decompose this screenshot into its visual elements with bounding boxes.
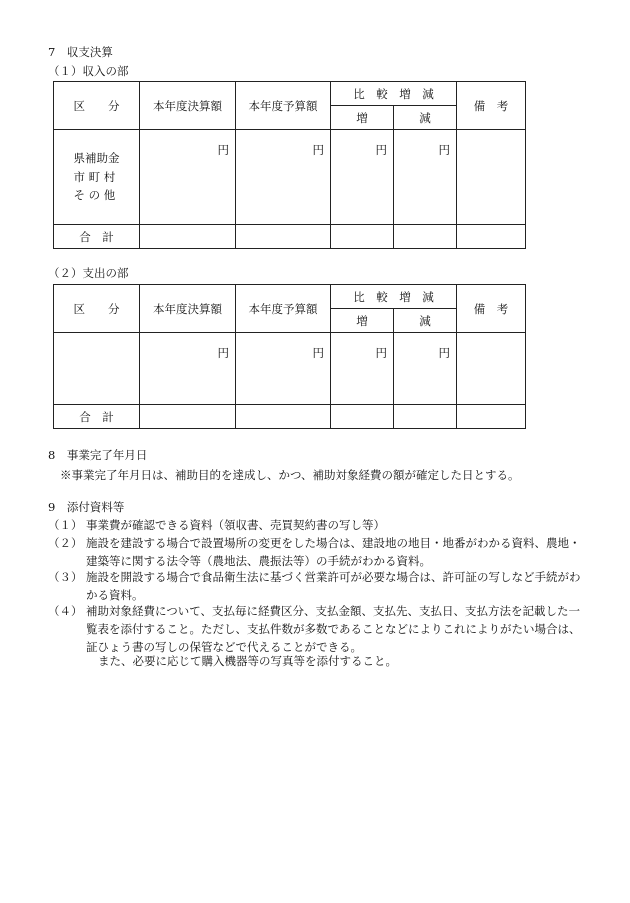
expense-biko-cell: [457, 333, 526, 405]
expense-items-cell: [54, 333, 140, 405]
expense-total-biko: [457, 405, 526, 429]
attachment-num-1: （１）: [48, 518, 83, 532]
income-total-biko: [457, 225, 526, 249]
section-7-title: 7 収支決算: [48, 45, 113, 59]
income-biko-cell: [457, 130, 526, 225]
section-8-note: ※事業完了年月日は、補助目的を達成し、かつ、補助対象経費の額が確定した日とする。: [60, 468, 520, 482]
expense-yosan-unit: 円: [236, 333, 331, 405]
income-total-label: 合 計: [54, 225, 140, 249]
attachment-text-1: 事業費が確認できる資料（領収書、売買契約書の写し等）: [86, 518, 385, 532]
expense-total-label: 合 計: [54, 405, 140, 429]
income-item-other: そ の 他: [73, 188, 116, 203]
income-table: [53, 81, 526, 249]
attachment-text-3: 施設を開設する場合で食品衛生法に基づく営業許可が必要な場合は、許可証の写しなど手続がわかる資料。: [86, 570, 581, 602]
expense-zo-unit: 円: [331, 333, 394, 405]
expense-header-hikaku: 比 較 増 減: [331, 285, 457, 309]
income-total-gen: [394, 225, 457, 249]
income-total-zo: [331, 225, 394, 249]
expense-total-gen: [394, 405, 457, 429]
income-header-zo: 増: [331, 106, 394, 130]
expense-table: [53, 284, 526, 429]
expense-header-biko: 備 考: [457, 285, 526, 333]
expense-kessan-unit: 円: [140, 333, 236, 405]
expense-total-kessan: [140, 405, 236, 429]
income-header-yosan: 本年度予算額: [236, 82, 331, 130]
expense-header-kessan: 本年度決算額: [140, 285, 236, 333]
section-8-title: 8 事業完了年月日: [48, 448, 148, 462]
income-header-kubun: 区 分: [54, 82, 140, 130]
income-items-cell: [54, 130, 140, 225]
expense-total-yosan: [236, 405, 331, 429]
expense-header-zo: 増: [331, 309, 394, 333]
expense-header-yosan: 本年度予算額: [236, 285, 331, 333]
attachment-num-3: （３）: [48, 570, 83, 584]
expense-header-gen: 減: [394, 309, 457, 333]
expense-total-zo: [331, 405, 394, 429]
income-header-biko: 備 考: [457, 82, 526, 130]
attachment-num-2: （２）: [48, 536, 83, 550]
expense-header-kubun: 区 分: [54, 285, 140, 333]
income-item-prefecture: 県補助金: [73, 150, 120, 165]
expense-gen-unit: 円: [394, 333, 457, 405]
attachment-extra: また、必要に応じて購入機器等の写真等を添付すること。: [98, 654, 397, 668]
income-title: （１）収入の部: [48, 64, 129, 78]
income-item-municipality: 市 町 村: [73, 169, 116, 184]
income-kessan-unit: 円: [140, 130, 236, 225]
income-header-kessan: 本年度決算額: [140, 82, 236, 130]
income-zo-unit: 円: [331, 130, 394, 225]
attachment-num-4: （４）: [48, 604, 83, 618]
section-9-title: 9 添付資料等: [48, 500, 125, 514]
expense-title: （２）支出の部: [48, 266, 129, 280]
attachment-text-4: 補助対象経費について、支払毎に経費区分、支払金額、支払先、支払日、支払方法を記載した一覧表を添付すること。ただし、支払件数が多数であることなどによりこれによりがたい場合は、証ひょう書の写しの保管などで代えることができる。: [86, 604, 581, 654]
income-total-yosan: [236, 225, 331, 249]
income-gen-unit: 円: [394, 130, 457, 225]
income-header-gen: 減: [394, 106, 457, 130]
income-total-kessan: [140, 225, 236, 249]
income-yosan-unit: 円: [236, 130, 331, 225]
attachment-text-2: 施設を建設する場合で設置場所の変更をした場合は、建設地の地目・地番がわかる資料、農地・建築等に関する法令等（農地法、農振法等）の手続がわかる資料。: [86, 536, 581, 568]
income-header-hikaku: 比 較 増 減: [331, 82, 457, 106]
